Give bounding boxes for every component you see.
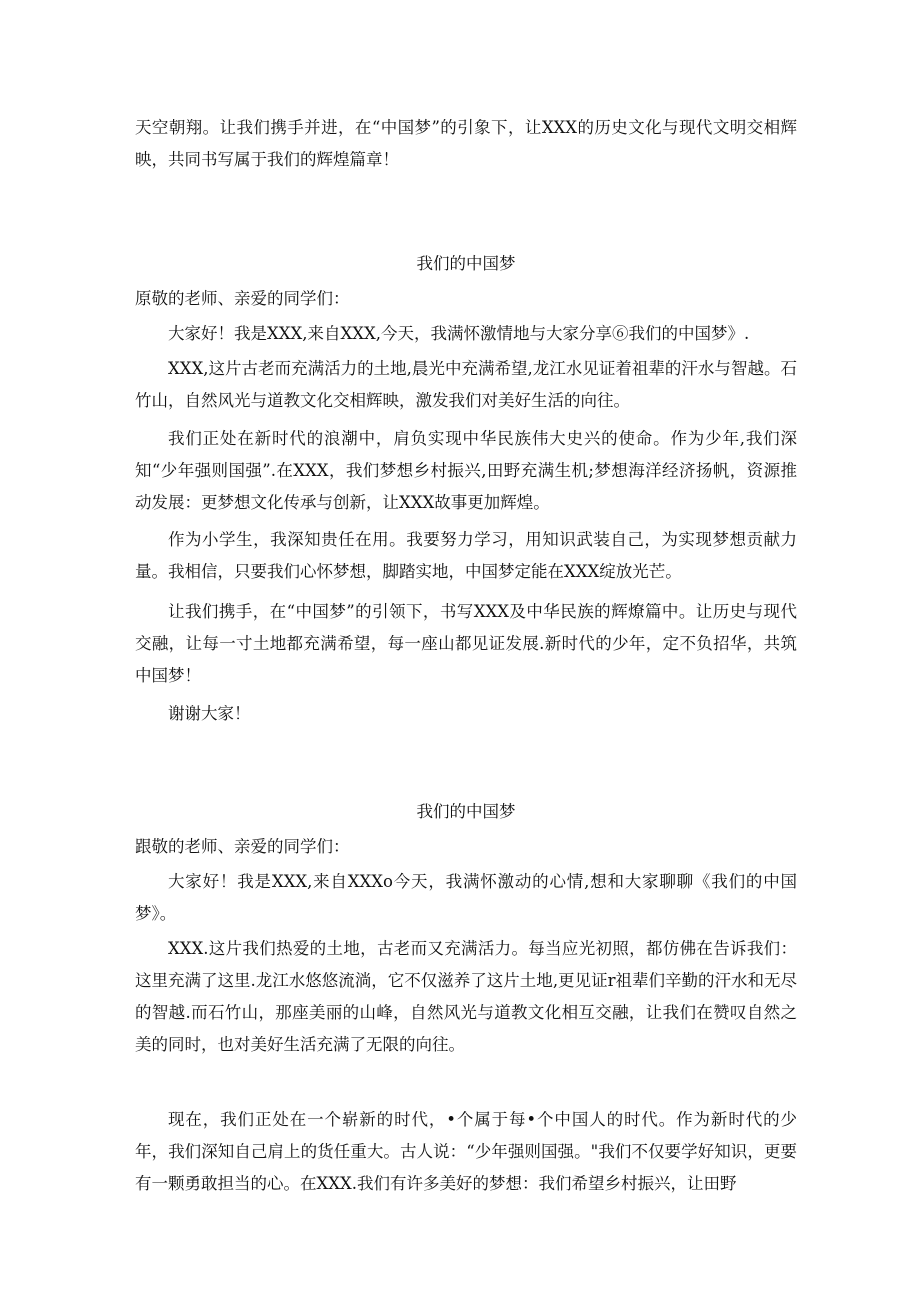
speech-1-paragraph-1: 大家好！我是XXX,来自XXX,今天，我满怀激情地与大家分享⑥我们的中国梦》. [168,324,750,343]
speech-2-paragraph-1: 大家好！我是XXX,来自XXXo今天，我满怀激动的心情,想和大家聊聊《我们的中国梦》。 [135,872,797,923]
speech-2-paragraph-2: XXX.这片我们热爱的土地，古老而又充满活力。每当应光初照，都仿佛在告诉我们：这里充满了这里.龙江水悠悠流淌，它不仅滋养了这片土地,更见证r祖辈们辛勤的汗水和无尽的智越.而石竹山，那座美丽的山峰，自然风光与道教文化相互交融，让我们在赞叹自然之美的同时，也对美好生活充满了无限的向往。 [135,939,797,1054]
speech-1-paragraph-3: 我们正处在新时代的浪潮中，肩负实现中华民族伟大史兴的使命。作为少年,我们深知“少年强则国强”.在XXX，我们梦想乡村振兴,田野充满生机;梦想海洋经济扬帆，资源推动发展：更梦想文化传承与创新，让XXX故事更加辉煌。 [135,429,797,512]
speech-2-salutation: 跟敬的老师、亲爱的同学们： [135,837,350,856]
speech-2-title: 我们的中国梦 [416,802,516,821]
speech-2-paragraph-3: 现在，我们正处在一个崭新的时代，•个属于每•个中国人的时代。作为新时代的少年，我们深知自己肩上的货任重大。古人说：“少年强则国强。"我们不仅要学好知识，更要有一颗勇敢担当的心。在XXX.我们有许多美好的梦想：我们希望乡村振兴，让田野 [135,1110,797,1193]
speech-1-salutation: 原敬的老师、亲爱的同学们： [135,289,350,308]
speech-1-paragraph-5: 让我们携手，在“中国梦”的引领下，书写XXX及中华民族的辉燎篇中。让历史与现代交融，让每一寸土地都充满希望，每一座山都见证发展.新时代的少年，定不负招华，共筑中国梦！ [135,602,797,685]
speech-1-title: 我们的中国梦 [416,254,516,273]
speech-1-paragraph-2: XXX,这片古老而充满活力的土地,晨光中充满希望,龙江水见证着祖辈的汗水与智越。石竹山，自然风光与道教文化交相辉映，激发我们对美好生活的向往。 [135,359,797,410]
speech-1-paragraph-6: 谢谢大家！ [168,704,251,723]
continued-paragraph: 天空朝翔。让我们携手并进，在“中国梦”的引象下，让XXX的历史文化与现代文明交相辉映，共同书写属于我们的辉煌篇章！ [135,118,797,169]
speech-1-paragraph-4: 作为小学生，我深知贵任在用。我要努力学习，用知识武装自己，为实现梦想贡献力量。我相信，只要我们心怀梦想，脚踏实地，中国梦定能在XXX绽放光芒。 [135,530,797,581]
